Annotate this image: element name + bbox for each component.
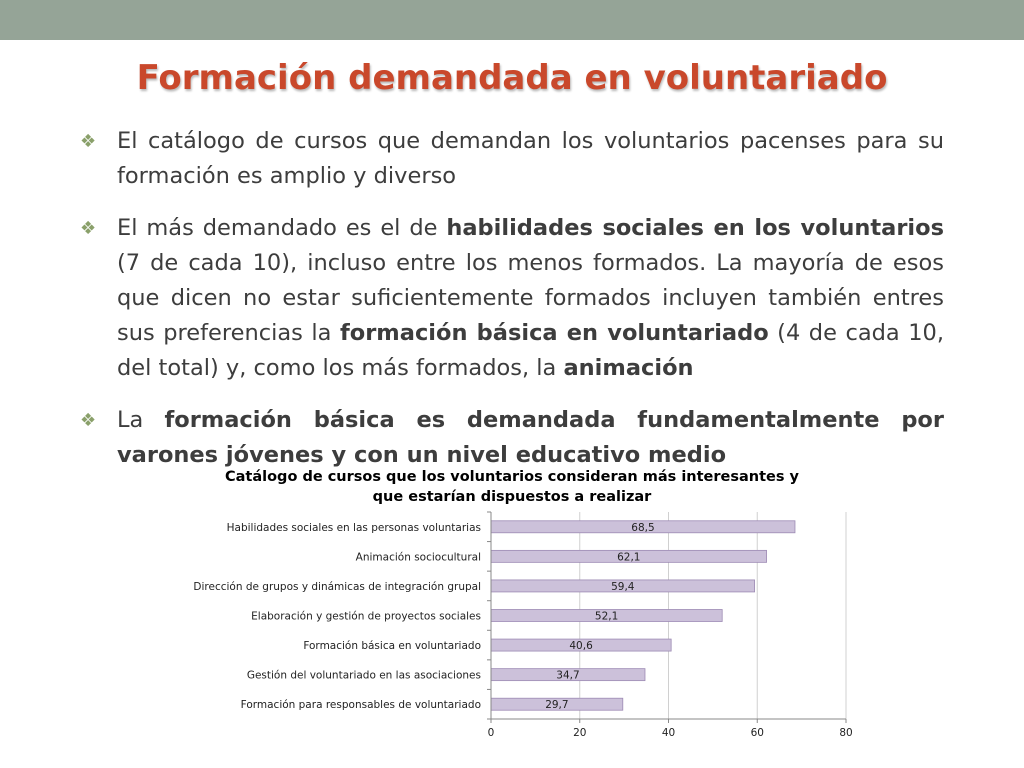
x-tick-label: 20	[573, 727, 587, 739]
category-label: Animación sociocultural	[355, 551, 481, 564]
category-label: Formación básica en voluntariado	[303, 640, 481, 653]
category-label: Dirección de grupos y dinámicas de integración grupal	[193, 580, 481, 593]
value-label: 40,6	[569, 640, 593, 653]
bullet-item	[80, 124, 944, 194]
bullet-text	[117, 211, 944, 386]
value-label: 59,4	[611, 580, 635, 593]
diamond-bullet-icon: ❖	[80, 410, 97, 431]
slide-title: Formación demandada en voluntariado	[136, 58, 888, 98]
value-label: 29,7	[545, 699, 569, 712]
bullet-bold-segment: animación	[563, 355, 694, 381]
bullet-segment: (7 de cada 10), incluso entre los menos formados. La mayoría de esos que dicen no estar suficientemente formados incluyen también entres sus preferencias la	[117, 250, 944, 346]
x-tick-label: 40	[661, 727, 676, 739]
diamond-bullet-icon: ❖	[80, 131, 97, 152]
chart-title-line-2: que estarían dispuestos a realizar	[372, 489, 652, 505]
diamond-bullet-icon: ❖	[80, 218, 97, 239]
x-tick-label: 0	[487, 727, 495, 739]
bullet-segment: (4 de cada 10, del total) y, como los más formados, la	[117, 320, 944, 381]
category-label: Gestión del voluntariado en las asociaciones	[246, 669, 481, 682]
x-tick-label: 60	[750, 727, 764, 739]
bullet-segment: El catálogo de cursos que demandan los voluntarios pacenses para su formación es amplio y diverso	[117, 128, 944, 189]
value-label: 52,1	[594, 610, 619, 623]
chart-plot	[0, 465, 1024, 765]
category-label: Habilidades sociales en las personas voluntarias	[226, 521, 481, 534]
chart-title-line-1: Catálogo de cursos que los voluntarios consideran más interesantes y	[224, 469, 800, 485]
bar-chart	[0, 465, 1024, 765]
bullet-bold-segment: formación básica en voluntariado	[339, 320, 769, 346]
category-label: Formación para responsables de voluntariado	[240, 699, 481, 712]
value-label: 34,7	[556, 669, 580, 682]
bullet-bold-segment: habilidades sociales en los voluntarios	[446, 215, 944, 241]
bullet-list	[80, 124, 944, 490]
bullet-item	[80, 211, 944, 386]
x-tick-label: 80	[839, 727, 853, 739]
bullet-text	[117, 124, 944, 194]
top-band	[0, 0, 1024, 40]
bullet-bold-segment: formación básica es demandada fundamentalmente por varones jóvenes y con un nivel educativo medio	[117, 407, 944, 468]
category-label: Elaboración y gestión de proyectos sociales	[251, 610, 481, 623]
value-label: 68,5	[631, 521, 655, 534]
bullet-segment: La	[117, 407, 165, 433]
value-label: 62,1	[617, 551, 641, 564]
bullet-segment: El más demandado es el de	[117, 215, 447, 241]
bullet-item	[80, 403, 944, 473]
bullet-text	[117, 403, 944, 473]
